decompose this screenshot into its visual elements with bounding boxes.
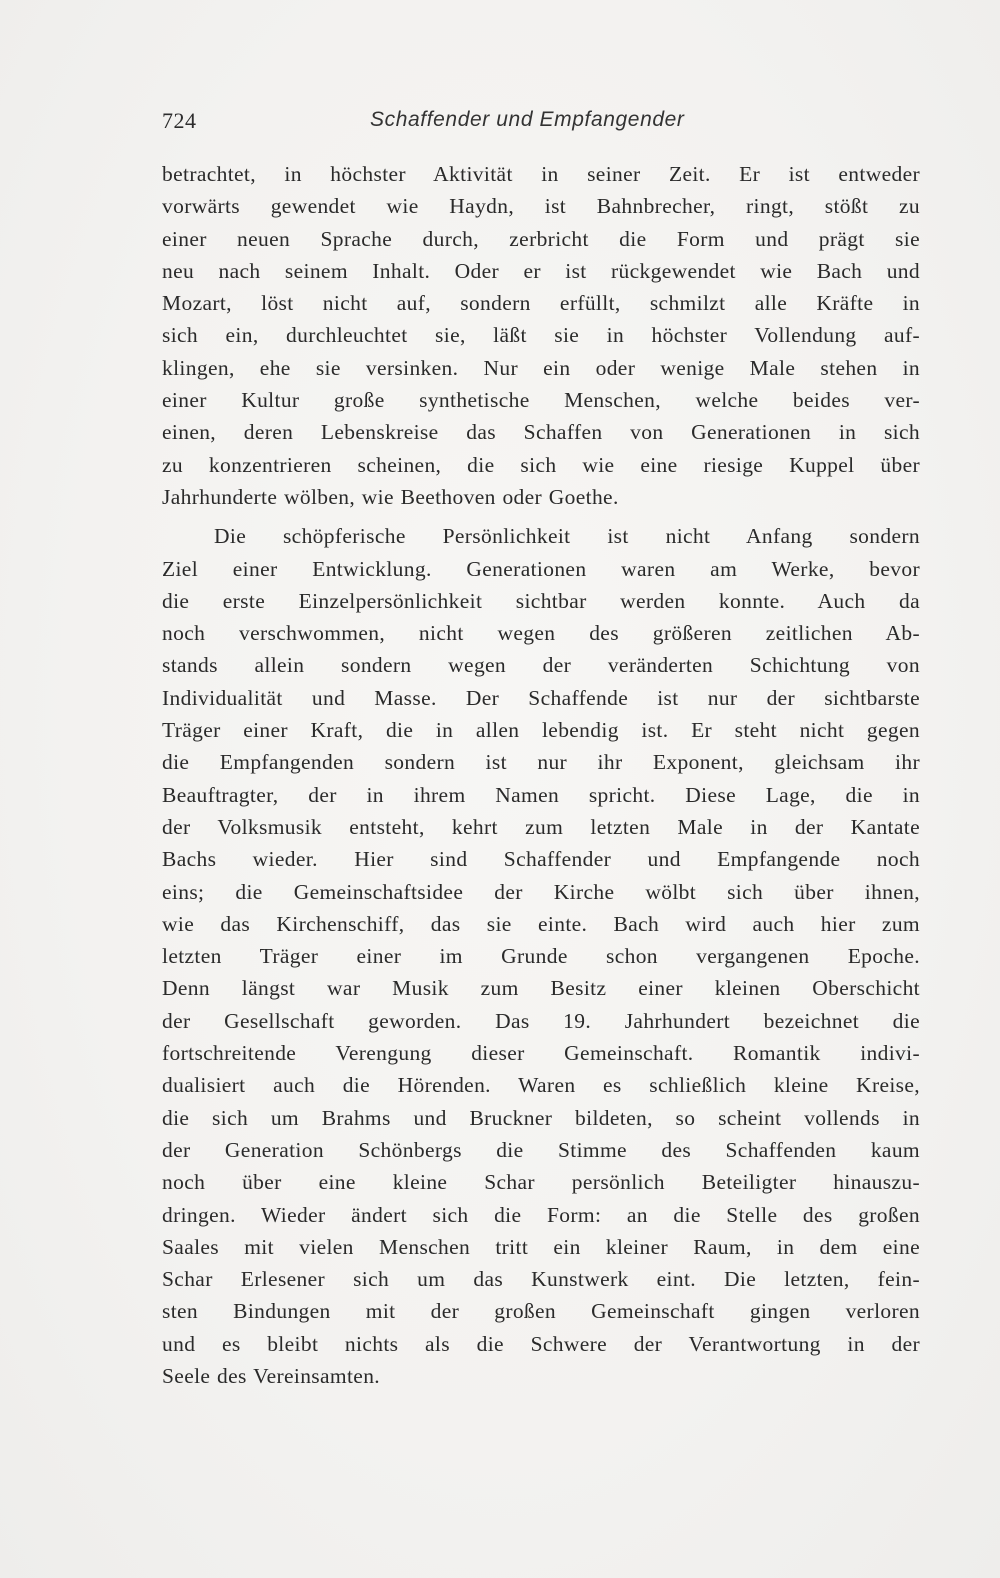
page-number: 724 bbox=[162, 108, 197, 133]
text-line: vorwärts gewendet wie Haydn, ist Bahnbrecher, ringt, stößt zu bbox=[162, 194, 920, 219]
text-line: sten Bindungen mit der großen Gemeinschaft gingen verloren bbox=[162, 1299, 920, 1324]
text-line: der Volksmusik entsteht, kehrt zum letzten Male in der Kantate bbox=[162, 814, 920, 839]
text-line: einer neuen Sprache durch, zerbricht die Form und prägt sie bbox=[162, 226, 920, 251]
text-line: Individualität und Masse. Der Schaffende ist nur der sichtbarste bbox=[162, 685, 920, 710]
text-line: wie das Kirchenschiff, das sie einte. Bach wird auch hier zum bbox=[162, 911, 920, 936]
text-line: Beauftragter, der in ihrem Namen spricht. Diese Lage, die in bbox=[162, 782, 920, 807]
text-line: die Empfangenden sondern ist nur ihr Exponent, gleichsam ihr bbox=[162, 750, 920, 775]
text-line: noch verschwommen, nicht wegen des größeren zeitlichen Ab- bbox=[162, 621, 920, 646]
text-line: Ziel einer Entwicklung. Generationen waren am Werke, bevor bbox=[162, 556, 920, 581]
text-line: die erste Einzelpersönlichkeit sichtbar werden konnte. Auch da bbox=[162, 588, 920, 613]
text-line: einer Kultur große synthetische Menschen, welche beides ver- bbox=[162, 388, 920, 413]
text-line: Saales mit vielen Menschen tritt ein kleiner Raum, in dem eine bbox=[162, 1234, 920, 1259]
text-line: der Generation Schönbergs die Stimme des Schaffenden kaum bbox=[162, 1137, 920, 1162]
text-line: neu nach seinem Inhalt. Oder er ist rückgewendet wie Bach und bbox=[162, 258, 920, 283]
text-line: und es bleibt nichts als die Schwere der Verantwortung in der bbox=[162, 1331, 920, 1356]
text-line: die sich um Brahms und Bruckner bildeten, so scheint vollends in bbox=[162, 1105, 920, 1130]
text-line: Träger einer Kraft, die in allen lebendig ist. Er steht nicht gegen bbox=[162, 718, 920, 743]
text-line: dringen. Wieder ändert sich die Form: an die Stelle des großen bbox=[162, 1202, 920, 1227]
text-line: stands allein sondern wegen der veränderten Schichtung von bbox=[162, 653, 920, 678]
text-line: noch über eine kleine Schar persönlich Beteiligter hinauszu- bbox=[162, 1170, 920, 1195]
text-line: Denn längst war Musik zum Besitz einer kleinen Oberschicht bbox=[162, 976, 920, 1001]
text-line: Jahrhunderte wölben, wie Beethoven oder Goethe. bbox=[162, 484, 619, 509]
text-line: Bachs wieder. Hier sind Schaffender und Empfangende noch bbox=[162, 847, 920, 872]
paragraph-gap bbox=[162, 513, 920, 520]
text-line: fortschreitende Verengung dieser Gemeinschaft. Romantik indivi- bbox=[162, 1041, 920, 1066]
body-text bbox=[162, 158, 920, 1392]
text-line: sich ein, durchleuchtet sie, läßt sie in höchster Vollendung auf- bbox=[162, 323, 920, 348]
text-line: Schar Erlesener sich um das Kunstwerk eint. Die letzten, fein- bbox=[162, 1267, 920, 1292]
text-line: Mozart, löst nicht auf, sondern erfüllt, schmilzt alle Kräfte in bbox=[162, 291, 920, 316]
text-line: letzten Träger einer im Grunde schon vergangenen Epoche. bbox=[162, 944, 920, 969]
text-line: betrachtet, in höchster Aktivität in seiner Zeit. Er ist entweder bbox=[162, 162, 920, 186]
running-title: Schaffender und Empfangender bbox=[370, 108, 685, 131]
text-line: dualisiert auch die Hörenden. Waren es schließlich kleine Kreise, bbox=[162, 1073, 920, 1098]
text-line: einen, deren Lebenskreise das Schaffen von Generationen in sich bbox=[162, 420, 920, 445]
text-line: Seele des Vereinsamten. bbox=[162, 1363, 381, 1388]
text-line: klingen, ehe sie versinken. Nur ein oder wenige Male stehen in bbox=[162, 355, 920, 380]
text-line: Die schöpferische Persönlichkeit ist nicht Anfang sondern bbox=[214, 524, 920, 549]
paragraph-2 bbox=[162, 520, 920, 1392]
text-line: zu konzentrieren scheinen, die sich wie eine riesige Kuppel über bbox=[162, 452, 920, 477]
paragraph-1 bbox=[162, 158, 920, 513]
page-header bbox=[162, 108, 698, 142]
text-line: der Gesellschaft geworden. Das 19. Jahrhundert bezeichnet die bbox=[162, 1008, 920, 1033]
text-line: eins; die Gemeinschaftsidee der Kirche wölbt sich über ihnen, bbox=[162, 879, 920, 904]
